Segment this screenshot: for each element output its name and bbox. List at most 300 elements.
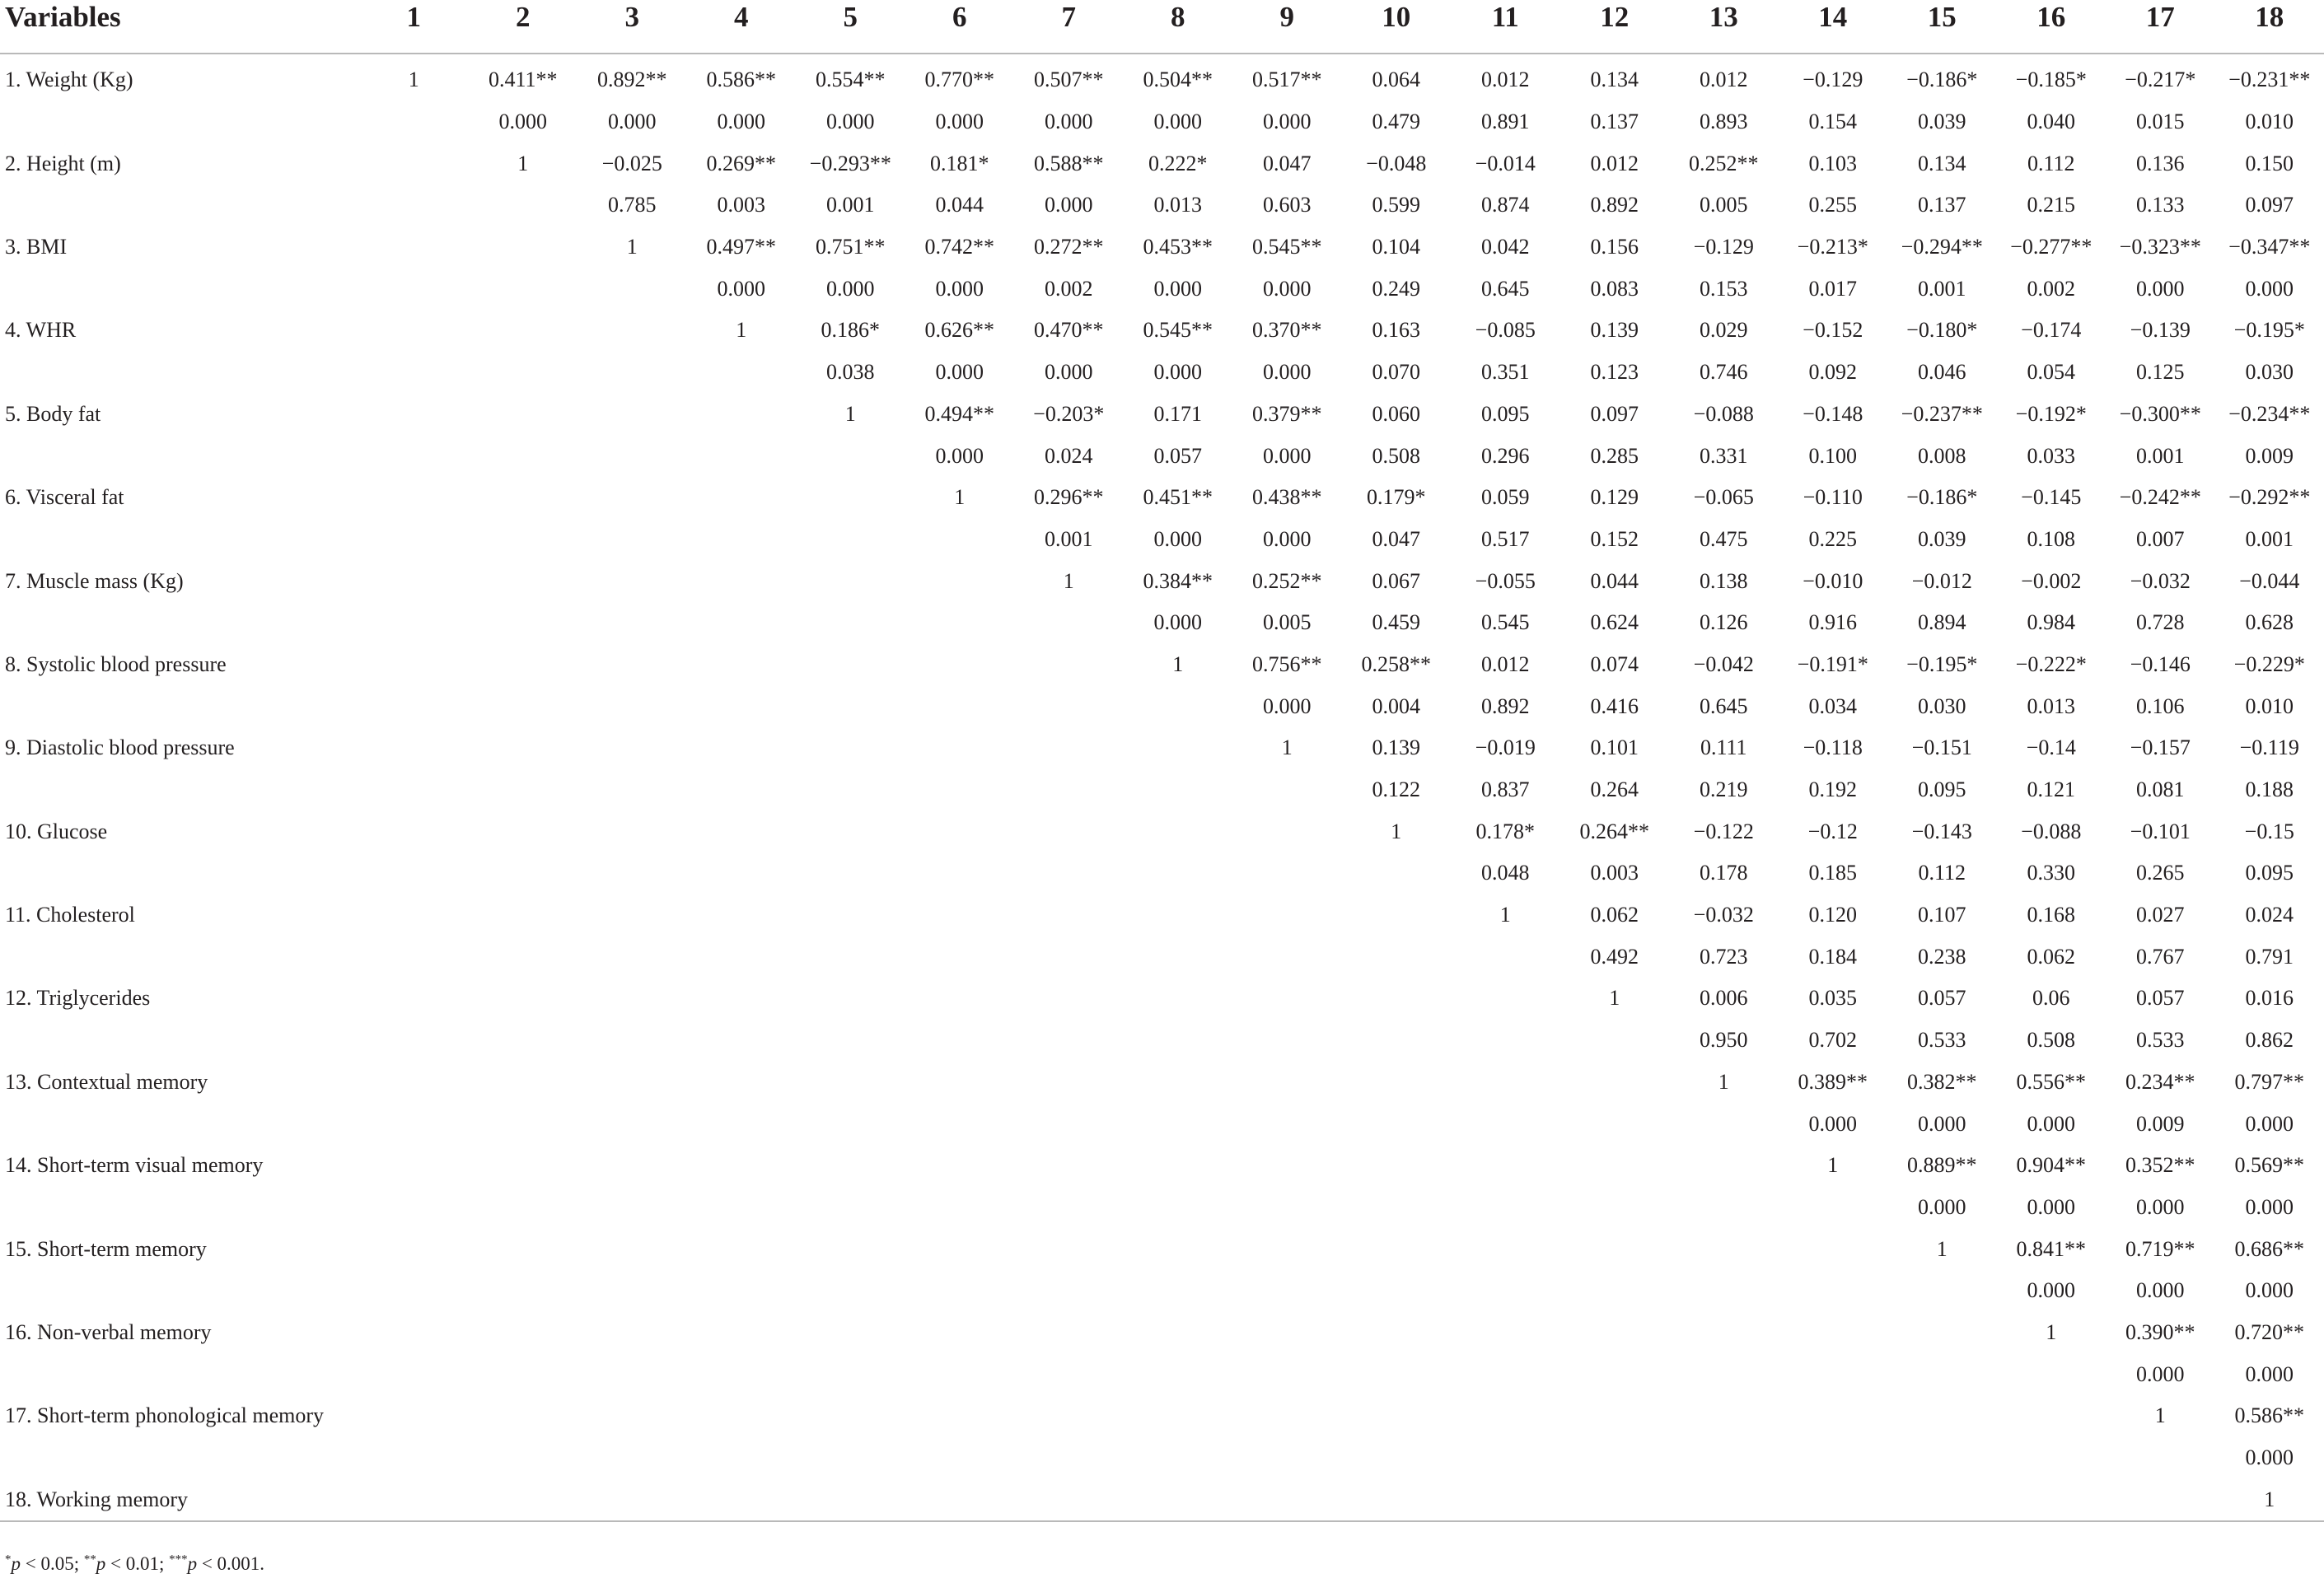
variable-name-cell: 16. Non-verbal memory <box>5 1319 212 1344</box>
correlation-cell: 0.370** <box>1252 318 1322 343</box>
correlation-cell <box>359 978 469 1020</box>
p-value-cell: 0.106 <box>2136 693 2185 718</box>
correlation-cell: 0.012 <box>1700 68 1748 92</box>
p-value-row <box>0 685 2324 727</box>
variable-name-cell: 8. Systolic blood pressure <box>5 651 227 676</box>
variable-name-cell: 6. Visceral fat <box>5 485 124 510</box>
p-value-cell: 0.122 <box>1372 777 1420 802</box>
correlation-cell: −0.145 <box>2021 485 2082 510</box>
column-header-11: 11 <box>1451 0 1560 54</box>
p-value-row <box>0 1103 2324 1145</box>
correlation-cell: −0.192* <box>2015 401 2087 426</box>
correlation-cell <box>1342 1395 1452 1437</box>
correlation-cell <box>577 894 687 936</box>
correlation-cell: 1 <box>2046 1319 2057 1344</box>
p-value-cell: 0.192 <box>1808 777 1857 802</box>
column-header-2: 2 <box>469 0 578 54</box>
p-value-cell <box>1232 936 1342 978</box>
correlation-cell: 0.797** <box>2234 1069 2304 1094</box>
p-value-cell: 0.000 <box>717 110 765 134</box>
correlation-row <box>0 142 2324 184</box>
p-value-cell: 0.137 <box>1590 110 1639 134</box>
correlation-cell: 1 <box>736 318 747 343</box>
correlation-cell: 1 <box>2215 1478 2324 1521</box>
correlation-cell <box>577 477 687 519</box>
correlation-cell <box>469 1062 578 1104</box>
correlation-cell <box>359 1228 469 1270</box>
p-value-cell <box>1887 1437 1997 1479</box>
correlation-cell <box>469 394 578 436</box>
p-value-cell <box>359 184 469 226</box>
p-value-cell: 0.000 <box>608 110 657 134</box>
p-value-cell <box>359 1187 469 1229</box>
variable-name-cell: 11. Cholesterol <box>5 903 135 927</box>
correlation-cell <box>1560 1062 1670 1104</box>
p-value-cell: 0.004 <box>1372 693 1420 718</box>
correlation-cell: 0.390** <box>2125 1319 2195 1344</box>
correlation-cell: 0.136 <box>2136 151 2185 175</box>
p-value-cell: 0.628 <box>2245 610 2294 635</box>
p-value-cell <box>1560 1187 1670 1229</box>
p-value-cell: 0.010 <box>2245 693 2294 718</box>
p-value-cell: 0.097 <box>2245 193 2294 217</box>
p-value-cell <box>1451 1353 1560 1395</box>
correlation-cell <box>469 477 578 519</box>
correlation-row <box>0 310 2324 352</box>
correlation-cell: −0.347** <box>2228 235 2311 259</box>
p-value-cell <box>577 602 687 644</box>
correlation-cell: 0.095 <box>1481 401 1530 426</box>
correlation-cell <box>1232 1228 1342 1270</box>
p-value-row <box>0 352 2324 394</box>
p-value-cell <box>469 1353 578 1395</box>
p-value-cell <box>905 1103 1015 1145</box>
correlation-cell: −0.042 <box>1693 651 1754 676</box>
p-value-row <box>0 268 2324 310</box>
correlation-cell <box>796 1395 905 1437</box>
p-value-cell: 0.000 <box>2245 1111 2294 1136</box>
p-value-cell: 0.083 <box>1590 276 1639 301</box>
p-value-cell <box>1342 852 1452 894</box>
p-value-cell: 0.475 <box>1700 526 1748 551</box>
correlation-cell: 1 <box>408 68 419 92</box>
correlation-cell: 1 <box>626 235 638 259</box>
p-value-cell <box>469 685 578 727</box>
p-value-row <box>0 101 2324 143</box>
correlation-cell <box>1779 1312 1888 1354</box>
correlation-cell <box>687 1062 797 1104</box>
correlation-cell <box>1232 978 1342 1020</box>
p-value-cell <box>796 769 905 811</box>
p-value-cell <box>1124 1187 1233 1229</box>
p-value-cell: 0.133 <box>2136 193 2185 217</box>
correlation-row <box>0 1478 2324 1521</box>
p-value-cell <box>1342 1187 1452 1229</box>
p-value-cell <box>687 769 797 811</box>
correlation-cell: 0.889** <box>1907 1153 1977 1178</box>
table-footnote <box>5 1553 264 1575</box>
correlation-cell: 0.742** <box>924 235 994 259</box>
correlation-cell: −0.032 <box>1693 903 1754 927</box>
p-value-cell <box>577 1437 687 1479</box>
p-value-cell <box>796 1437 905 1479</box>
correlation-cell: −0.234** <box>2228 401 2311 426</box>
p-value-cell <box>359 602 469 644</box>
correlation-cell: −0.231** <box>2228 68 2311 92</box>
correlation-cell <box>796 727 905 769</box>
correlation-cell <box>1887 1478 1997 1521</box>
p-value-cell <box>905 602 1015 644</box>
correlation-cell <box>1342 1062 1452 1104</box>
correlation-cell: 0.379** <box>1252 401 1322 426</box>
correlation-cell: 0.222* <box>1148 151 1208 175</box>
correlation-cell: 0.012 <box>1590 151 1639 175</box>
p-value-cell <box>1014 1103 1124 1145</box>
correlation-cell: 0.047 <box>1263 151 1312 175</box>
correlation-cell <box>1669 1145 1779 1187</box>
correlation-cell <box>1124 1312 1233 1354</box>
correlation-cell <box>359 1478 469 1521</box>
correlation-cell: 0.059 <box>1481 485 1530 510</box>
p-value-cell: 0.255 <box>1808 193 1857 217</box>
p-value-cell <box>359 1103 469 1145</box>
p-value-cell: 0.508 <box>1372 443 1420 468</box>
correlation-cell: −0.065 <box>1693 485 1754 510</box>
correlation-cell: −0.217* <box>2125 68 2196 92</box>
p-value-cell <box>905 1270 1015 1312</box>
p-value-cell: 0.000 <box>1263 526 1312 551</box>
correlation-cell: 0.139 <box>1372 735 1420 760</box>
p-value-cell <box>577 519 687 561</box>
correlation-cell <box>577 1395 687 1437</box>
correlation-cell <box>1560 1145 1670 1187</box>
footnote-mark-1: * <box>5 1553 12 1567</box>
p-value-cell <box>1560 1437 1670 1479</box>
correlation-cell <box>1014 1145 1124 1187</box>
correlation-cell: 0.756** <box>1252 651 1322 676</box>
p-value-cell <box>1451 1020 1560 1062</box>
p-value-cell: 0.767 <box>2136 944 2185 969</box>
p-value-cell <box>796 685 905 727</box>
p-value-cell <box>359 852 469 894</box>
variable-name-cell: 7. Muscle mass (Kg) <box>5 568 184 593</box>
variable-name-cell <box>0 1353 359 1395</box>
p-value-cell: 0.984 <box>2027 610 2075 635</box>
p-value-cell: 0.024 <box>1045 443 1093 468</box>
correlation-cell <box>1342 1478 1452 1521</box>
correlation-cell <box>796 644 905 686</box>
correlation-cell: 0.129 <box>1590 485 1639 510</box>
p-value-cell <box>577 936 687 978</box>
p-value-cell: 0.054 <box>2027 360 2075 385</box>
p-value-cell: 0.950 <box>1700 1028 1748 1053</box>
p-value-cell <box>1560 1270 1670 1312</box>
correlation-cell: 0.586** <box>2234 1403 2304 1428</box>
column-header-12: 12 <box>1560 0 1670 54</box>
p-value-cell <box>905 1187 1015 1229</box>
correlation-cell <box>905 894 1015 936</box>
column-header-7: 7 <box>1014 0 1124 54</box>
correlation-cell <box>1124 1062 1233 1104</box>
p-value-cell <box>1124 1020 1233 1062</box>
p-value-cell: 0.001 <box>1045 526 1093 551</box>
correlation-cell: 1 <box>1499 903 1511 927</box>
correlation-cell: −0.139 <box>2130 318 2191 343</box>
correlation-cell <box>1124 1145 1233 1187</box>
correlation-cell: 0.586** <box>706 68 776 92</box>
p-value-cell <box>469 1187 578 1229</box>
p-value-cell <box>577 268 687 310</box>
variable-name-cell <box>0 769 359 811</box>
correlation-cell: 0.264** <box>1579 819 1649 843</box>
correlation-cell <box>1232 1312 1342 1354</box>
p-value-cell <box>1342 1353 1452 1395</box>
p-value-cell: 0.000 <box>935 360 984 385</box>
correlation-cell <box>469 978 578 1020</box>
correlation-cell <box>905 1395 1015 1437</box>
p-value-cell <box>1124 1353 1233 1395</box>
variable-name-cell <box>0 602 359 644</box>
correlation-cell: −0.122 <box>1693 819 1754 843</box>
p-value-cell: 0.785 <box>608 193 657 217</box>
p-value-cell: 0.892 <box>1590 193 1639 217</box>
correlation-cell: −0.195* <box>2233 318 2305 343</box>
p-value-cell: 0.225 <box>1808 526 1857 551</box>
correlation-cell <box>1232 1395 1342 1437</box>
p-value-cell <box>359 101 469 143</box>
p-value-cell: 0.184 <box>1808 944 1857 969</box>
p-value-cell: 0.492 <box>1590 944 1639 969</box>
p-value-cell <box>1124 936 1233 978</box>
correlation-cell: −0.048 <box>1366 151 1427 175</box>
p-value-cell: 0.000 <box>1153 610 1202 635</box>
correlation-cell: 0.103 <box>1808 151 1857 175</box>
p-value-cell: 0.000 <box>2027 1278 2075 1303</box>
correlation-cell <box>905 644 1015 686</box>
correlation-cell <box>469 894 578 936</box>
p-value-cell <box>1124 769 1233 811</box>
correlation-cell: 0.186* <box>821 318 880 343</box>
p-value-cell: 0.000 <box>717 276 765 301</box>
p-value-cell <box>1451 1437 1560 1479</box>
p-value-cell: 0.215 <box>2027 193 2075 217</box>
p-value-cell: 0.112 <box>1918 861 1966 885</box>
p-value-cell: 0.000 <box>2245 1194 2294 1219</box>
column-header-15: 15 <box>1887 0 1997 54</box>
correlation-cell <box>1342 894 1452 936</box>
correlation-cell <box>1342 1228 1452 1270</box>
correlation-cell: −0.118 <box>1803 735 1863 760</box>
correlation-cell: −0.032 <box>2130 568 2191 593</box>
p-value-cell <box>905 936 1015 978</box>
variable-name-cell <box>0 852 359 894</box>
p-value-cell <box>905 685 1015 727</box>
correlation-row <box>0 1145 2324 1187</box>
correlation-cell: 1 <box>1391 819 1402 843</box>
p-value-cell: 0.047 <box>1372 526 1420 551</box>
p-value-cell: 0.017 <box>1808 276 1857 301</box>
p-value-cell <box>359 1437 469 1479</box>
correlation-cell <box>1124 1478 1233 1521</box>
p-value-cell: 0.265 <box>2136 861 2185 885</box>
correlation-cell <box>469 1312 578 1354</box>
correlation-cell <box>687 1228 797 1270</box>
correlation-cell: 0.556** <box>2016 1069 2086 1094</box>
p-value-cell: 0.000 <box>1045 360 1093 385</box>
correlation-cell: 0.035 <box>1808 986 1857 1011</box>
variable-name-cell <box>0 1103 359 1145</box>
p-value-cell <box>469 519 578 561</box>
p-value-cell <box>359 936 469 978</box>
p-value-cell: 0.000 <box>1263 693 1312 718</box>
p-value-cell: 0.837 <box>1481 777 1530 802</box>
correlation-cell <box>1997 1478 2107 1521</box>
p-value-cell: 0.238 <box>1918 944 1966 969</box>
column-header-16: 16 <box>1997 0 2107 54</box>
p-value-cell <box>1887 1270 1997 1312</box>
correlation-cell: 0.751** <box>816 235 886 259</box>
p-value-cell: 0.092 <box>1808 360 1857 385</box>
correlation-cell: −0.300** <box>2119 401 2201 426</box>
p-value-cell: 0.916 <box>1808 610 1857 635</box>
correlation-row <box>0 1228 2324 1270</box>
correlation-cell: 0.554** <box>816 68 886 92</box>
column-header-10: 10 <box>1342 0 1452 54</box>
correlation-cell <box>359 226 469 269</box>
correlation-row <box>0 894 2324 936</box>
p-value-row <box>0 1437 2324 1479</box>
correlation-cell <box>796 1478 905 1521</box>
p-value-cell: 0.000 <box>1918 1194 1966 1219</box>
correlation-cell <box>1997 1395 2107 1437</box>
correlation-cell: 1 <box>1827 1153 1839 1178</box>
variable-name-cell: 5. Body fat <box>5 401 101 426</box>
correlation-cell <box>1669 1312 1779 1354</box>
correlation-cell <box>1560 1478 1670 1521</box>
correlation-cell: −0.186* <box>1906 68 1978 92</box>
correlation-cell <box>359 1145 469 1187</box>
correlation-cell: −0.203* <box>1033 401 1105 426</box>
correlation-cell <box>687 394 797 436</box>
footnote-threshold-1: < 0.05; <box>20 1553 84 1574</box>
p-value-cell <box>359 435 469 477</box>
correlation-cell: 0.139 <box>1590 318 1639 343</box>
p-value-cell: 0.000 <box>935 443 984 468</box>
p-value-cell <box>1669 1270 1779 1312</box>
p-value-cell: 0.000 <box>2027 1111 2075 1136</box>
footnote-mark-3: *** <box>169 1553 188 1567</box>
correlation-cell <box>469 1145 578 1187</box>
p-value-cell: 0.188 <box>2245 777 2294 802</box>
p-value-cell: 0.040 <box>2027 110 2075 134</box>
correlation-cell <box>796 560 905 602</box>
correlation-cell: 0.569** <box>2234 1153 2304 1178</box>
variable-name-cell <box>0 519 359 561</box>
p-value-cell <box>1014 852 1124 894</box>
p-value-cell <box>905 852 1015 894</box>
correlation-cell: 0.588** <box>1034 151 1104 175</box>
correlation-cell <box>359 1312 469 1354</box>
correlation-cell: 0.006 <box>1700 986 1748 1011</box>
p-value-cell <box>577 1353 687 1395</box>
correlation-cell <box>1342 1145 1452 1187</box>
p-value-cell <box>1014 769 1124 811</box>
column-header-5: 5 <box>796 0 905 54</box>
p-value-cell <box>687 519 797 561</box>
correlation-cell: 0.064 <box>1372 68 1420 92</box>
correlation-cell: 1 <box>954 485 966 510</box>
correlation-cell <box>577 1312 687 1354</box>
correlation-cell <box>796 1312 905 1354</box>
correlation-cell: 0.517** <box>1252 68 1322 92</box>
p-value-row <box>0 936 2324 978</box>
correlation-cell <box>1560 1312 1670 1354</box>
correlation-cell: 1 <box>844 401 856 426</box>
p-value-cell: 0.000 <box>2245 1278 2294 1303</box>
correlation-cell: 0.042 <box>1481 235 1530 259</box>
correlation-cell <box>469 310 578 352</box>
p-value-cell: 0.000 <box>1045 193 1093 217</box>
correlation-cell: 0.719** <box>2125 1236 2195 1261</box>
correlation-cell <box>687 727 797 769</box>
correlation-cell <box>687 1395 797 1437</box>
correlation-cell: 0.067 <box>1372 568 1420 593</box>
correlation-cell: 0.163 <box>1372 318 1420 343</box>
correlation-cell <box>1560 1395 1670 1437</box>
p-value-cell: 0.000 <box>2245 1361 2294 1386</box>
p-value-cell: 0.893 <box>1700 110 1748 134</box>
correlation-cell <box>1124 727 1233 769</box>
p-value-cell <box>577 852 687 894</box>
p-value-cell <box>1560 1103 1670 1145</box>
variable-name-cell: 12. Triglycerides <box>5 986 151 1011</box>
correlation-cell <box>905 727 1015 769</box>
p-value-cell: 0.000 <box>826 276 875 301</box>
correlation-cell <box>687 1478 797 1521</box>
p-value-cell <box>1669 1103 1779 1145</box>
p-value-cell <box>687 1187 797 1229</box>
correlation-cell <box>1342 1312 1452 1354</box>
correlation-cell: −0.293** <box>809 151 891 175</box>
correlation-cell: 0.156 <box>1590 235 1639 259</box>
p-value-cell <box>1124 685 1233 727</box>
p-value-cell: 0.154 <box>1808 110 1857 134</box>
p-value-cell <box>687 1353 797 1395</box>
p-value-cell: 0.070 <box>1372 360 1420 385</box>
p-value-cell <box>1669 1187 1779 1229</box>
variable-name-cell <box>0 1187 359 1229</box>
p-value-cell: 0.100 <box>1808 443 1857 468</box>
correlation-cell: −0.129 <box>1693 235 1754 259</box>
p-value-cell: 0.508 <box>2027 1028 2075 1053</box>
footnote-mark-2: ** <box>83 1553 96 1567</box>
correlation-cell <box>469 226 578 269</box>
correlation-cell: −0.237** <box>1901 401 1983 426</box>
correlation-cell <box>687 644 797 686</box>
column-header-9: 9 <box>1232 0 1342 54</box>
correlation-cell: 0.720** <box>2234 1319 2304 1344</box>
correlation-cell <box>359 142 469 184</box>
p-value-cell: 0.002 <box>2027 276 2075 301</box>
p-value-cell: 0.009 <box>2245 443 2294 468</box>
correlation-cell <box>1014 1228 1124 1270</box>
correlation-cell <box>577 1062 687 1104</box>
p-value-cell: 0.331 <box>1700 443 1748 468</box>
p-value-cell: 0.137 <box>1918 193 1966 217</box>
p-value-cell: 0.000 <box>2027 1194 2075 1219</box>
correlation-cell <box>1451 1395 1560 1437</box>
p-value-cell <box>469 852 578 894</box>
